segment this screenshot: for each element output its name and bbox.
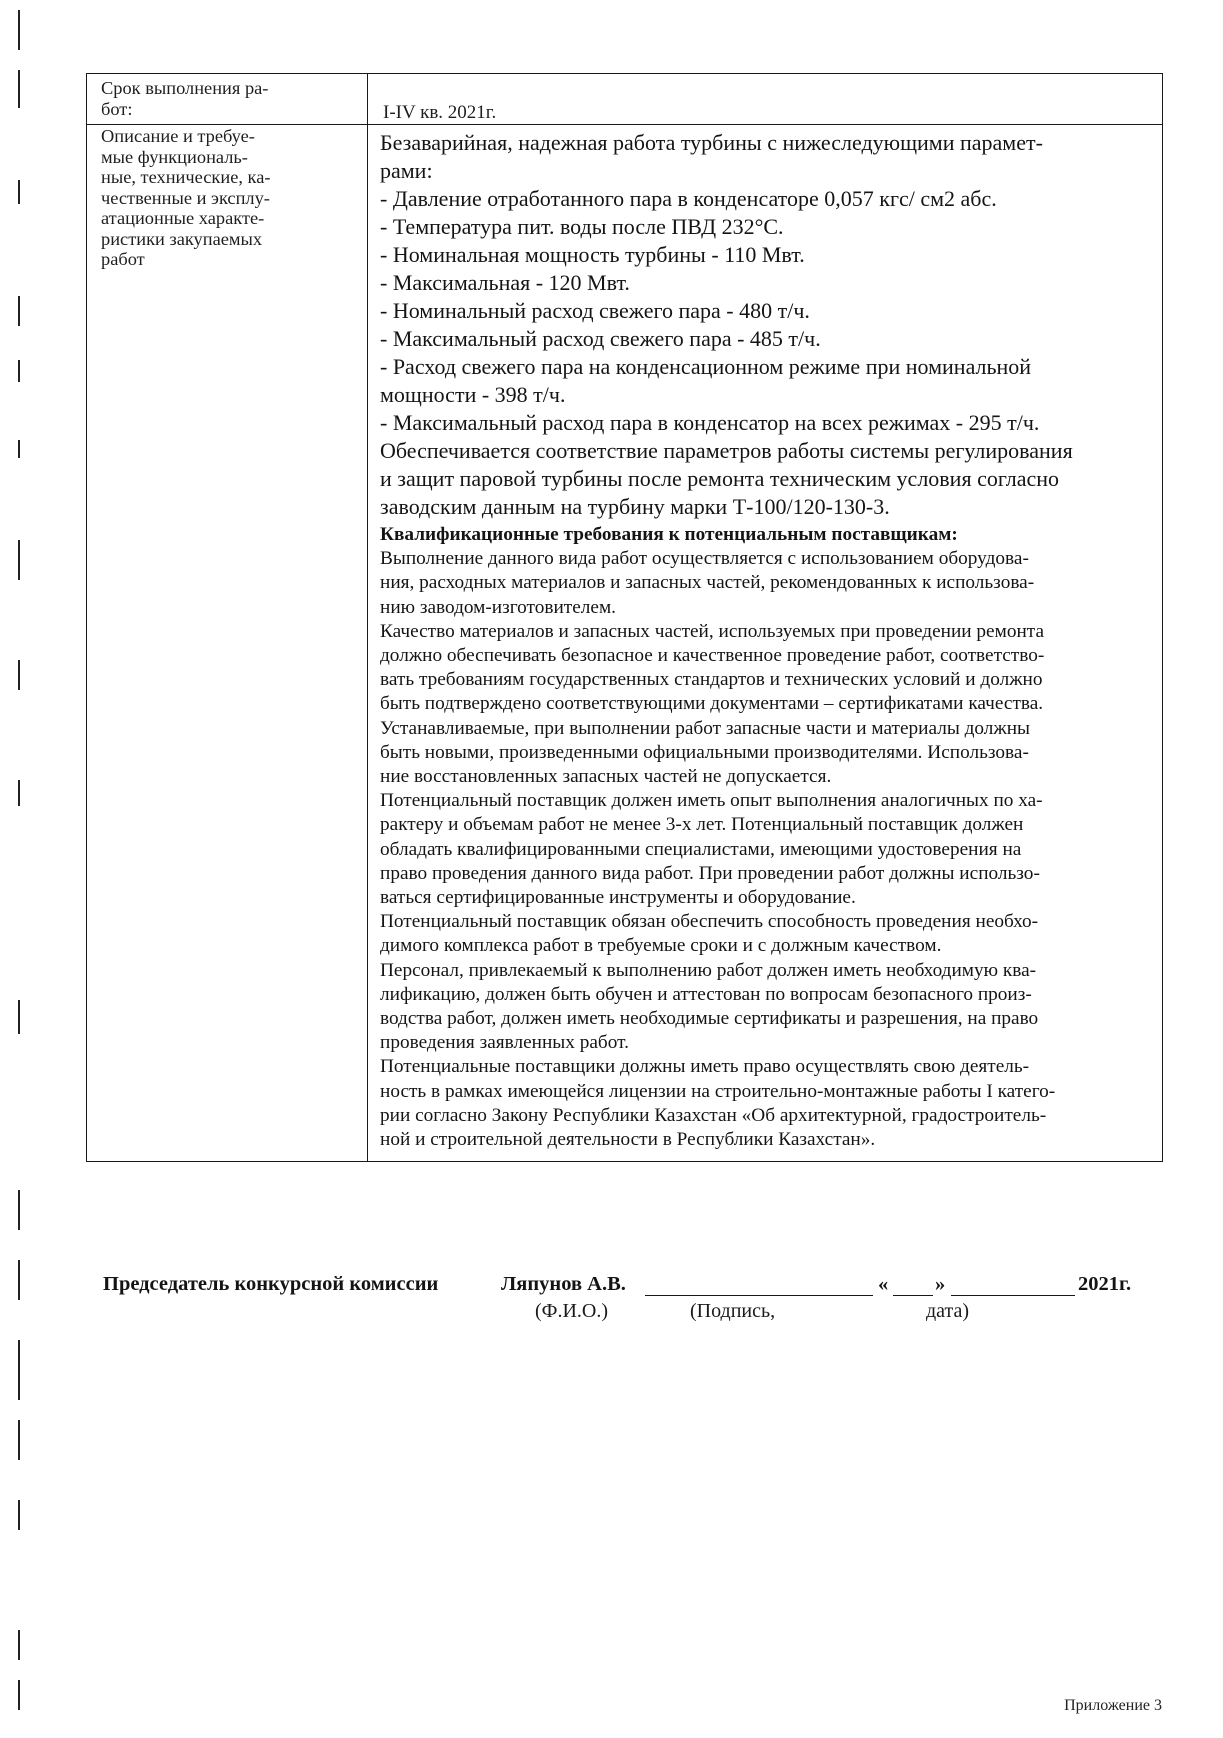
qualification-line: ность в рамках имеющейся лицензии на строительно-монтажные работы I катего- <box>380 1080 1056 1102</box>
qualification-line: Выполнение данного вида работ осуществляется с использованием оборудова- <box>380 548 1029 570</box>
parameter-line: - Максимальная - 120 Мвт. <box>380 270 630 295</box>
description-label-line: Описание и требуе- <box>101 126 255 146</box>
timeline-row <box>87 74 1163 125</box>
parameter-line: - Максимальный расход пара в конденсатор на всех режимах - 295 т/ч. <box>380 410 1040 435</box>
description-label-line: атационные характе- <box>101 208 265 228</box>
date-quote-open: « <box>878 1273 889 1295</box>
parameter-line: - Температура пит. воды после ПВД 232°С. <box>380 214 784 239</box>
qualification-line: ния, расходных материалов и запасных частей, рекомендованных к использова- <box>380 572 1035 594</box>
signature-blank <box>645 1273 873 1296</box>
qualification-line: ние восстановленных запасных частей не допускается. <box>380 766 832 788</box>
description-label-cell <box>87 125 368 1162</box>
description-label-line: ные, технические, ка- <box>101 167 271 187</box>
qualification-line: право проведения данного вида работ. При проведении работ должны использо- <box>380 862 1040 884</box>
description-label-line: ристики закупаемых <box>101 228 263 249</box>
timeline-label-cell <box>87 74 368 125</box>
parameter-line: заводским данным на турбину марки Т-100/120-130-3. <box>380 494 890 519</box>
scan-margin-mark <box>18 1630 20 1660</box>
timeline-label-line: бот: <box>101 98 133 119</box>
qualification-line: Устанавливаемые, при выполнении работ запасные части и материалы должны <box>380 717 1031 739</box>
qualification-heading: Квалификационные требования к потенциальным поставщикам: <box>380 524 958 545</box>
scan-margin-mark <box>18 70 20 108</box>
appendix-note: Приложение 3 <box>1064 1697 1162 1714</box>
scan-margin-mark <box>18 1190 20 1230</box>
sign-caption: (Подпись, <box>690 1300 776 1322</box>
qualification-line: быть новыми, произведенными официальными производителями. Использова- <box>380 741 1029 763</box>
qualification-line: рии согласно Закону Республики Казахстан «Об архитектурной, градостроитель- <box>380 1104 1047 1126</box>
qualification-line: рактеру и объемам работ не менее 3-х лет. Потенциальный поставщик должен <box>380 814 1024 836</box>
parameter-line: - Максимальный расход свежего пара - 485 т/ч. <box>380 326 821 351</box>
qualification-line: проведения заявленных работ. <box>380 1032 629 1054</box>
scan-margin-mark <box>18 1420 20 1460</box>
qualification-line: димого комплекса работ в требуемые сроки и с должным качеством. <box>380 935 942 957</box>
qualification-requirements <box>368 521 1162 1161</box>
parameter-line: Безаварийная, надежная работа турбины с нижеследующими парамет- <box>380 130 1043 155</box>
parameter-line: Обеспечивается соответствие параметров работы системы регулирования <box>380 438 1073 463</box>
qualification-line: нию заводом-изготовителем. <box>380 596 616 618</box>
description-row <box>87 125 1163 1162</box>
scan-margin-mark <box>18 1500 20 1530</box>
timeline-label-line: Срок выполнения ра- <box>101 78 269 98</box>
timeline-value: I-IV кв. 2021г. <box>383 102 497 123</box>
scan-margin-mark <box>18 10 20 50</box>
qualification-line: обладать квалифицированными специалистами, имеющими удостоверения на <box>380 838 1022 860</box>
description-label-line: чественные и эксплу- <box>101 187 270 208</box>
qualification-line: быть подтверждено соответствующими документами – сертификатами качества. <box>380 693 1044 715</box>
qualification-line: Персонал, привлекаемый к выполнению работ должен иметь необходимую ква- <box>380 959 1037 981</box>
qualification-line: вать требованиям государственных стандартов и технических условий и должно <box>380 669 1043 691</box>
scan-margin-mark <box>18 1000 20 1034</box>
qualification-line: ной и строительной деятельности в Республики Казахстан». <box>380 1129 876 1151</box>
requirements-table <box>86 73 1163 1162</box>
turbine-parameters <box>368 125 1162 521</box>
scan-margin-mark <box>18 1680 20 1710</box>
scan-margin-mark <box>18 1260 20 1300</box>
description-label-line: мые функциональ- <box>101 146 248 167</box>
month-blank <box>951 1273 1075 1296</box>
qualification-line: Потенциальный поставщик должен иметь опыт выполнения аналогичных по ха- <box>380 790 1043 812</box>
qualification-line: Потенциальный поставщик обязан обеспечить способность проведения необхо- <box>380 911 1039 933</box>
qualification-line: водства работ, должен иметь необходимые сертификаты и разрешения, на право <box>380 1008 1039 1030</box>
qualification-line: Потенциальные поставщики должны иметь право осуществлять свою деятель- <box>380 1056 1030 1078</box>
fio-caption: (Ф.И.О.) <box>535 1300 609 1322</box>
date-quote-close: » <box>935 1273 946 1295</box>
description-label-line: работ <box>101 249 145 269</box>
timeline-value-cell <box>368 74 1163 125</box>
scan-margin-mark <box>18 780 20 806</box>
qualification-line: Качество материалов и запасных частей, используемых при проведении ремонта <box>380 620 1044 642</box>
parameter-line: мощности - 398 т/ч. <box>380 382 566 407</box>
parameter-line: и защит паровой турбины после ремонта техническим условия согласно <box>380 466 1060 491</box>
description-value-cell <box>368 125 1163 1162</box>
scan-margin-mark <box>18 360 20 382</box>
parameter-line: - Расход свежего пара на конденсационном режиме при номинальной <box>380 354 1032 379</box>
scan-margin-mark <box>18 296 20 326</box>
scan-margin-mark <box>18 660 20 690</box>
scan-margin-mark <box>18 180 20 204</box>
parameter-line: рами: <box>380 158 433 183</box>
parameter-line: - Номинальная мощность турбины - 110 Мвт. <box>380 242 805 267</box>
date-caption: дата) <box>926 1300 970 1322</box>
parameter-line: - Давление отработанного пара в конденсаторе 0,057 кгс/ см2 абс. <box>380 186 997 211</box>
qualification-line: должно обеспечивать безопасное и качественное проведение работ, соответство- <box>380 645 1045 667</box>
scan-margin-mark <box>18 440 20 458</box>
chairman-name: Ляпунов А.В. <box>501 1273 626 1295</box>
signature-line <box>103 1273 1143 1303</box>
parameter-line: - Номинальный расход свежего пара - 480 т/ч. <box>380 298 810 323</box>
qualification-line: ваться сертифицированные инструменты и оборудование. <box>380 887 856 909</box>
signature-year: 2021г. <box>1078 1273 1132 1295</box>
scan-margin-mark <box>18 1340 20 1400</box>
qualification-line: лификацию, должен быть обучен и аттестован по вопросам безопасного произ- <box>380 983 1032 1005</box>
scan-margin-mark <box>18 540 20 580</box>
day-blank <box>893 1273 933 1296</box>
chairman-title: Председатель конкурсной комиссии <box>103 1273 439 1295</box>
